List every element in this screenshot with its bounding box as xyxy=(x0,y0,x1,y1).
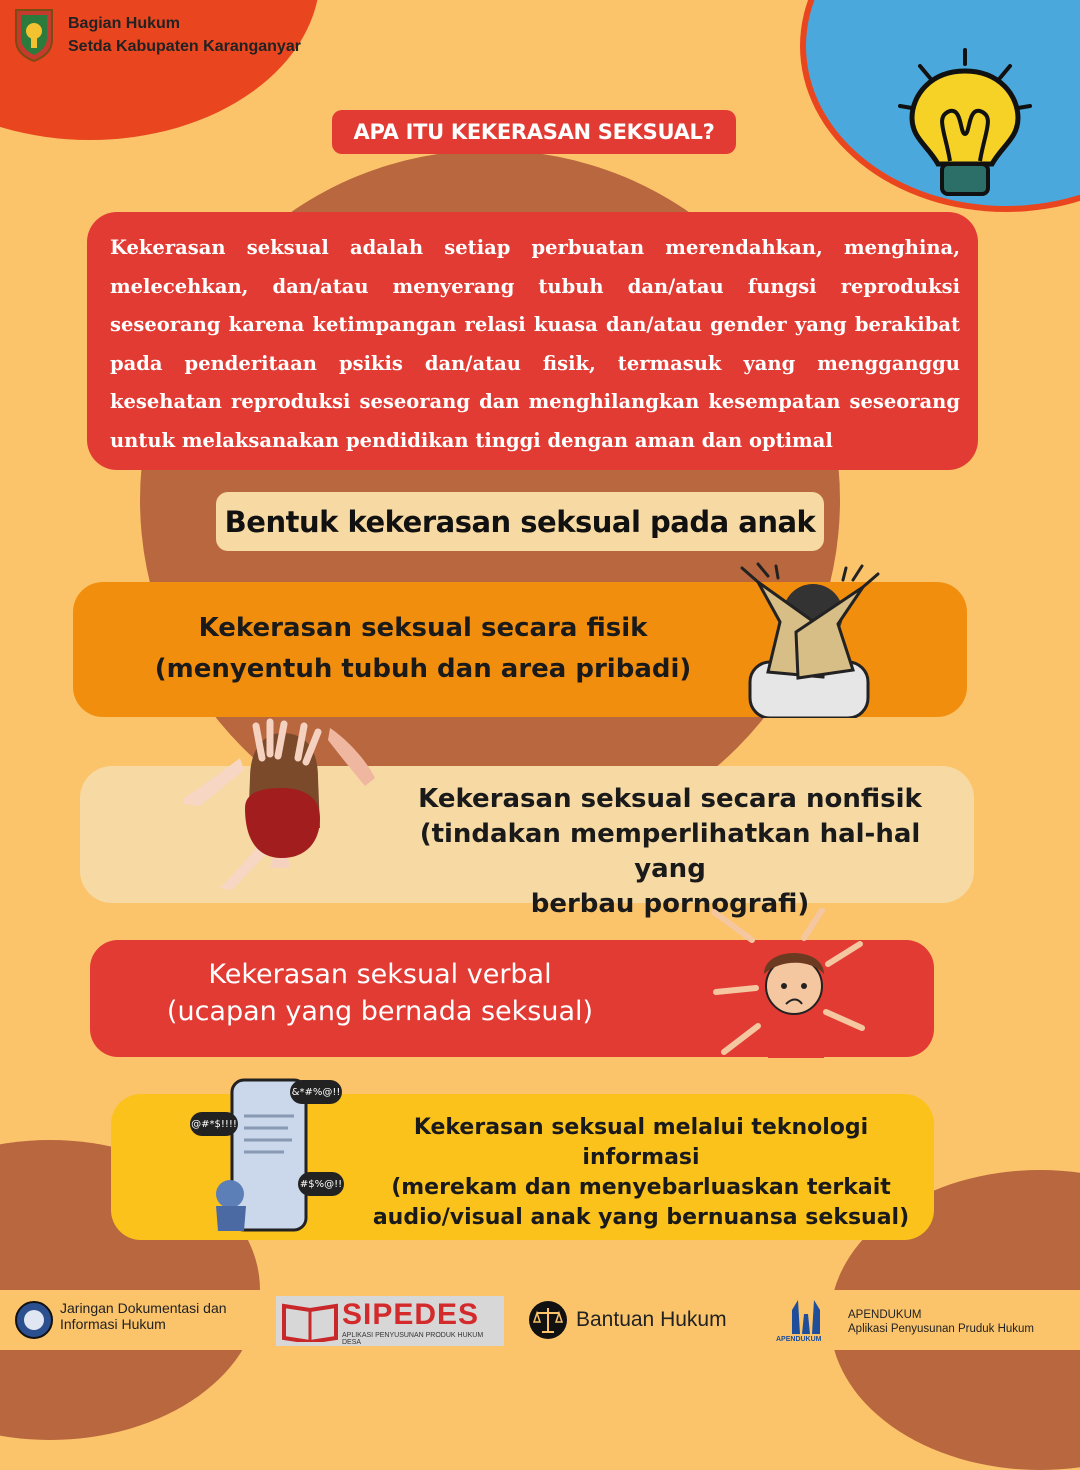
section-subtitle: Bentuk kekerasan seksual pada anak xyxy=(216,492,824,551)
card-physical-text xyxy=(153,608,693,690)
frightened-girl-illustration xyxy=(180,718,380,893)
pointed-boy-illustration xyxy=(712,908,867,1058)
bubble-1: &*#%@!! xyxy=(290,1080,342,1104)
sipedes-book-icon xyxy=(280,1300,340,1342)
card-technology-line-3: audio/visual anak yang bernuansa seksual) xyxy=(372,1205,910,1230)
bantuan-hukum-text: Bantuan Hukum xyxy=(576,1308,727,1331)
jdih-text xyxy=(60,1300,227,1332)
card-nonphysical-line-3: berbau pornografi) xyxy=(530,889,810,919)
card-nonphysical-text xyxy=(390,782,950,922)
card-verbal-line-2: (ucapan yang bernada seksual) xyxy=(166,996,594,1027)
definition-text: Kekerasan seksual adalah setiap perbuatan merendahkan, menghina, melecehkan, dan/atau menyerang tubuh dan/atau fungsi reproduksi seseorang karena ketimpangan relasi kuasa dan/atau gender yang berakibat pada penderitaan psikis dan/atau fisik, termasuk yang mengganggu kesehatan reproduksi seseorang dan menghilangkan kesempatan seseorang untuk melaksanakan pendidikan tinggi dengan aman dan optimal xyxy=(87,212,978,470)
card-physical-line-1: Kekerasan seksual secara fisik xyxy=(198,613,648,643)
bubble-2: @#*$!!!! xyxy=(190,1112,238,1136)
jdih-logo xyxy=(14,1300,54,1340)
apendukum-text xyxy=(848,1308,1034,1336)
jdih-line-2: Informasi Hukum xyxy=(60,1316,166,1332)
card-physical-line-2: (menyentuh tubuh dan area pribadi) xyxy=(154,654,692,684)
lightbulb-icon xyxy=(890,46,1040,206)
card-nonphysical-line-2: (tindakan memperlihatkan hal-hal yang xyxy=(419,819,921,884)
header-line-1: Bagian Hukum xyxy=(68,15,181,32)
karanganyar-logo xyxy=(12,6,56,62)
footer xyxy=(0,1290,1080,1350)
card-verbal-line-1: Kekerasan seksual verbal xyxy=(208,959,552,990)
apendukum-subtitle: Aplikasi Penyusunan Pruduk Hukum xyxy=(848,1323,1035,1335)
card-verbal-text xyxy=(160,956,600,1030)
bubble-3: #$%@!! xyxy=(298,1172,344,1196)
jdih-line-1: Jaringan Dokumentasi dan xyxy=(60,1300,227,1316)
apendukum-logo-text: APENDUKUM xyxy=(776,1336,822,1343)
card-technology-line-2: (merekam dan menyebarluaskan terkait xyxy=(391,1175,891,1200)
apendukum-title: APENDUKUM xyxy=(848,1309,922,1321)
page-title: APA ITU KEKERASAN SEKSUAL? xyxy=(332,110,736,154)
card-nonphysical-line-1: Kekerasan seksual secara nonfisik xyxy=(418,784,922,814)
header-org xyxy=(68,12,301,58)
scale-justice-icon xyxy=(528,1300,568,1340)
sipedes-subtitle: APLIKASI PENYUSUNAN PRODUK HUKUM DESA xyxy=(342,1332,484,1346)
sipedes-title: SIPEDES xyxy=(342,1298,480,1331)
card-technology-text xyxy=(371,1113,911,1233)
card-technology-line-1: Kekerasan seksual melalui teknologi informasi xyxy=(413,1115,869,1170)
header-line-2: Setda Kabupaten Karanganyar xyxy=(68,38,301,55)
stop-hands-illustration xyxy=(728,562,888,718)
sipedes-logo xyxy=(276,1296,504,1346)
